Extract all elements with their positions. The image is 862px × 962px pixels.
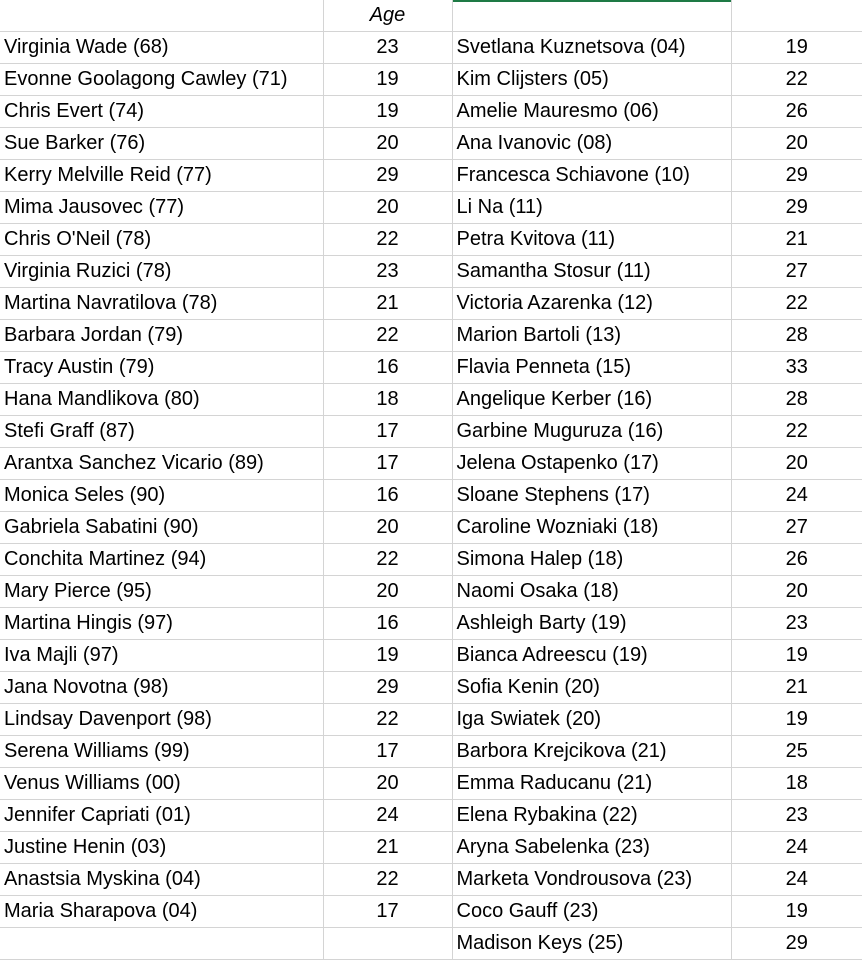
age-cell[interactable]: 22 — [323, 704, 452, 736]
player-name-cell[interactable]: Stefi Graff (87) — [0, 416, 323, 448]
age-cell[interactable]: 21 — [731, 672, 862, 704]
age-cell[interactable]: 19 — [323, 64, 452, 96]
age-cell[interactable]: 26 — [731, 96, 862, 128]
table-row — [0, 160, 862, 192]
player-name-cell[interactable] — [0, 928, 323, 960]
player-name-cell[interactable]: Svetlana Kuznetsova (04) — [452, 32, 731, 64]
age-cell[interactable]: 26 — [731, 544, 862, 576]
player-name-cell[interactable]: Kim Clijsters (05) — [452, 64, 731, 96]
age-cell[interactable]: 23 — [323, 256, 452, 288]
age-cell[interactable]: 28 — [731, 320, 862, 352]
player-name-cell[interactable]: Conchita Martinez (94) — [0, 544, 323, 576]
table-row — [0, 608, 862, 640]
player-name-cell[interactable]: Flavia Penneta (15) — [452, 352, 731, 384]
age-cell[interactable]: 22 — [731, 416, 862, 448]
player-name-cell[interactable]: Kerry Melville Reid (77) — [0, 160, 323, 192]
player-name-cell[interactable]: Elena Rybakina (22) — [452, 800, 731, 832]
age-cell[interactable]: 19 — [323, 640, 452, 672]
table-row — [0, 672, 862, 704]
table-row — [0, 896, 862, 928]
player-name-cell[interactable]: Aryna Sabelenka (23) — [452, 832, 731, 864]
table-row — [0, 544, 862, 576]
player-name-cell[interactable]: Madison Keys (25) — [452, 928, 731, 960]
player-name-cell[interactable]: Victoria Azarenka (12) — [452, 288, 731, 320]
player-name-cell[interactable]: Arantxa Sanchez Vicario (89) — [0, 448, 323, 480]
table-row — [0, 768, 862, 800]
table-row — [0, 704, 862, 736]
header-row — [0, 0, 862, 32]
age-cell[interactable]: 21 — [323, 288, 452, 320]
table-row — [0, 800, 862, 832]
table-row — [0, 928, 862, 960]
table-row — [0, 32, 862, 64]
player-name-cell[interactable]: Mima Jausovec (77) — [0, 192, 323, 224]
age-cell[interactable]: 24 — [323, 800, 452, 832]
table-row — [0, 320, 862, 352]
age-cell[interactable]: 21 — [323, 832, 452, 864]
player-name-cell[interactable]: Mary Pierce (95) — [0, 576, 323, 608]
player-name-cell[interactable]: Maria Sharapova (04) — [0, 896, 323, 928]
age-cell[interactable]: 24 — [731, 832, 862, 864]
player-name-cell[interactable]: Martina Navratilova (78) — [0, 288, 323, 320]
player-name-cell[interactable]: Francesca Schiavone (10) — [452, 160, 731, 192]
age-cell[interactable] — [323, 928, 452, 960]
table-row — [0, 256, 862, 288]
age-cell[interactable]: 21 — [731, 224, 862, 256]
player-name-cell[interactable]: Jennifer Capriati (01) — [0, 800, 323, 832]
player-name-cell[interactable]: Iva Majli (97) — [0, 640, 323, 672]
table-row — [0, 96, 862, 128]
age-cell[interactable]: 20 — [731, 576, 862, 608]
age-cell[interactable]: 29 — [731, 192, 862, 224]
age-cell[interactable]: 23 — [323, 32, 452, 64]
player-name-cell[interactable]: Sofia Kenin (20) — [452, 672, 731, 704]
player-name-cell[interactable]: Sloane Stephens (17) — [452, 480, 731, 512]
player-name-cell[interactable]: Ana Ivanovic (08) — [452, 128, 731, 160]
age-cell[interactable]: 18 — [731, 768, 862, 800]
player-name-cell[interactable]: Chris Evert (74) — [0, 96, 323, 128]
table-row — [0, 512, 862, 544]
age-cell[interactable]: 22 — [731, 288, 862, 320]
age-cell[interactable]: 29 — [731, 160, 862, 192]
player-name-cell[interactable]: Naomi Osaka (18) — [452, 576, 731, 608]
player-name-cell[interactable]: Coco Gauff (23) — [452, 896, 731, 928]
age-cell[interactable]: 20 — [323, 512, 452, 544]
table-row — [0, 352, 862, 384]
age-cell[interactable]: 29 — [731, 928, 862, 960]
player-name-cell[interactable]: Evonne Goolagong Cawley (71) — [0, 64, 323, 96]
player-name-cell[interactable]: Hana Mandlikova (80) — [0, 384, 323, 416]
age-cell[interactable]: 17 — [323, 416, 452, 448]
age-cell[interactable]: 22 — [323, 320, 452, 352]
age-cell[interactable]: 22 — [323, 224, 452, 256]
header-cell-a[interactable] — [0, 0, 323, 32]
age-cell[interactable]: 22 — [731, 64, 862, 96]
table-row — [0, 64, 862, 96]
player-name-cell[interactable]: Marion Bartoli (13) — [452, 320, 731, 352]
age-cell[interactable]: 29 — [323, 672, 452, 704]
age-cell[interactable]: 18 — [323, 384, 452, 416]
player-name-cell[interactable]: Virginia Ruzici (78) — [0, 256, 323, 288]
age-cell[interactable]: 20 — [323, 576, 452, 608]
player-name-cell[interactable]: Petra Kvitova (11) — [452, 224, 731, 256]
table-row — [0, 576, 862, 608]
age-cell[interactable]: 19 — [731, 704, 862, 736]
player-name-cell[interactable]: Marketa Vondrousova (23) — [452, 864, 731, 896]
age-cell[interactable]: 24 — [731, 480, 862, 512]
player-name-cell[interactable]: Monica Seles (90) — [0, 480, 323, 512]
age-cell[interactable]: 22 — [323, 864, 452, 896]
player-name-cell[interactable]: Justine Henin (03) — [0, 832, 323, 864]
player-name-cell[interactable]: Bianca Adreescu (19) — [452, 640, 731, 672]
player-name-cell[interactable]: Caroline Wozniaki (18) — [452, 512, 731, 544]
age-cell[interactable]: 19 — [731, 32, 862, 64]
age-cell[interactable]: 22 — [323, 544, 452, 576]
player-name-cell[interactable]: Samantha Stosur (11) — [452, 256, 731, 288]
age-cell[interactable]: 27 — [731, 512, 862, 544]
age-cell[interactable]: 24 — [731, 864, 862, 896]
player-name-cell[interactable]: Tracy Austin (79) — [0, 352, 323, 384]
age-cell[interactable]: 19 — [731, 640, 862, 672]
player-name-cell[interactable]: Barbara Jordan (79) — [0, 320, 323, 352]
player-name-cell[interactable]: Serena Williams (99) — [0, 736, 323, 768]
header-cell-c[interactable] — [452, 0, 731, 32]
player-name-cell[interactable]: Jana Novotna (98) — [0, 672, 323, 704]
table-row — [0, 640, 862, 672]
player-name-cell[interactable]: Lindsay Davenport (98) — [0, 704, 323, 736]
player-name-cell[interactable]: Ashleigh Barty (19) — [452, 608, 731, 640]
player-name-cell[interactable]: Simona Halep (18) — [452, 544, 731, 576]
age-cell[interactable]: 28 — [731, 384, 862, 416]
player-name-cell[interactable]: Martina Hingis (97) — [0, 608, 323, 640]
age-cell[interactable]: 16 — [323, 608, 452, 640]
player-name-cell[interactable]: Iga Swiatek (20) — [452, 704, 731, 736]
player-name-cell[interactable]: Venus Williams (00) — [0, 768, 323, 800]
age-cell[interactable]: 16 — [323, 352, 452, 384]
header-cell-d[interactable] — [731, 0, 862, 32]
age-cell[interactable]: 29 — [323, 160, 452, 192]
age-cell[interactable]: 16 — [323, 480, 452, 512]
table-row — [0, 384, 862, 416]
age-cell[interactable]: 20 — [323, 128, 452, 160]
player-name-cell[interactable]: Jelena Ostapenko (17) — [452, 448, 731, 480]
header-cell-age[interactable]: Age — [323, 0, 452, 32]
age-cell[interactable]: 25 — [731, 736, 862, 768]
table-row — [0, 480, 862, 512]
age-cell[interactable]: 23 — [731, 800, 862, 832]
age-cell[interactable]: 20 — [731, 128, 862, 160]
age-cell[interactable]: 20 — [323, 768, 452, 800]
player-name-cell[interactable]: Barbora Krejcikova (21) — [452, 736, 731, 768]
table-row — [0, 416, 862, 448]
player-name-cell[interactable]: Emma Raducanu (21) — [452, 768, 731, 800]
age-cell[interactable]: 20 — [731, 448, 862, 480]
age-cell[interactable]: 23 — [731, 608, 862, 640]
age-cell[interactable]: 19 — [323, 96, 452, 128]
table-row — [0, 864, 862, 896]
table-row — [0, 288, 862, 320]
age-cell[interactable]: 19 — [731, 896, 862, 928]
age-cell[interactable]: 33 — [731, 352, 862, 384]
age-cell[interactable]: 17 — [323, 736, 452, 768]
player-name-cell[interactable]: Gabriela Sabatini (90) — [0, 512, 323, 544]
table-row — [0, 192, 862, 224]
table-row — [0, 128, 862, 160]
table-row — [0, 832, 862, 864]
player-name-cell[interactable]: Virginia Wade (68) — [0, 32, 323, 64]
player-name-cell[interactable]: Garbine Muguruza (16) — [452, 416, 731, 448]
table-row — [0, 736, 862, 768]
player-name-cell[interactable]: Anastsia Myskina (04) — [0, 864, 323, 896]
player-name-cell[interactable]: Amelie Mauresmo (06) — [452, 96, 731, 128]
age-cell[interactable]: 27 — [731, 256, 862, 288]
player-name-cell[interactable]: Li Na (11) — [452, 192, 731, 224]
player-name-cell[interactable]: Sue Barker (76) — [0, 128, 323, 160]
table-row — [0, 224, 862, 256]
table-row — [0, 448, 862, 480]
age-cell[interactable]: 17 — [323, 896, 452, 928]
player-name-cell[interactable]: Angelique Kerber (16) — [452, 384, 731, 416]
player-name-cell[interactable]: Chris O'Neil (78) — [0, 224, 323, 256]
age-cell[interactable]: 20 — [323, 192, 452, 224]
age-cell[interactable]: 17 — [323, 448, 452, 480]
